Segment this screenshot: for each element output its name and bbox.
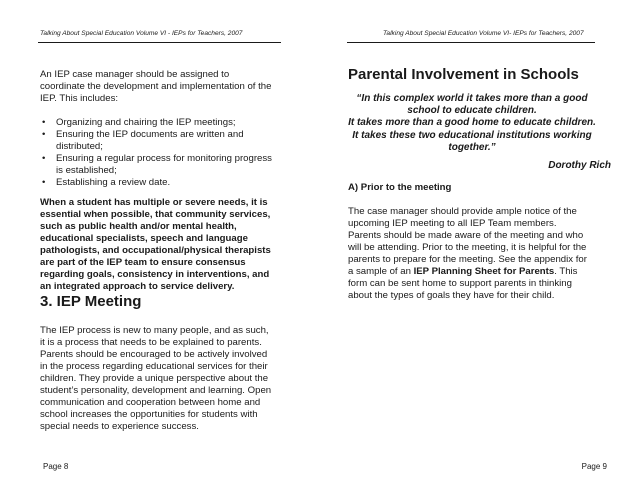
page-title: Parental Involvement in Schools xyxy=(348,66,579,83)
text-line: Parents should be encouraged to be actively involved xyxy=(40,349,268,360)
text-line: Establishing a review date. xyxy=(56,177,171,188)
text-line: it is a process that needs to be explained to parents. xyxy=(40,337,262,348)
text-line: student’s personality, development and learning. Open xyxy=(40,385,272,396)
text-line: coordinate the development and implementation of the xyxy=(40,81,272,92)
text-line: special needs to experience success. xyxy=(40,421,199,432)
text-line: such as public health and/or mental health, xyxy=(40,221,237,232)
section-heading: 3. IEP Meeting xyxy=(40,293,142,310)
running-header: Talking About Special Education Volume VI - IEPs for Teachers, 2007 xyxy=(40,30,243,37)
text-line: Organizing and chairing the IEP meetings; xyxy=(56,117,236,128)
text-line: upcoming IEP meeting to all IEP Team members. xyxy=(348,218,557,229)
text-line: regarding goals, consistency in interventions, and xyxy=(40,269,270,280)
intro-paragraph xyxy=(40,69,271,105)
text-line: Ensuring a regular process for monitoring progress xyxy=(56,153,272,164)
text-line: IEP. This includes: xyxy=(40,93,119,104)
text-run: . This xyxy=(554,266,578,277)
list-item xyxy=(40,117,272,129)
text-line: educational specialists, speech and language xyxy=(40,233,248,244)
list-item xyxy=(40,153,272,177)
team-needs-paragraph xyxy=(40,197,271,293)
quote-block xyxy=(339,93,605,154)
text-line: When a student has multiple or severe needs, it is xyxy=(40,197,268,208)
page-number: Page 9 xyxy=(581,462,607,471)
running-header: Talking About Special Education Volume VI- IEPs for Teachers, 2007 xyxy=(383,30,584,37)
quote-line: “In this complex world it takes more than a good xyxy=(356,93,588,104)
text-line: Parents should be made aware of the meeting and who xyxy=(348,230,584,241)
text-line: an integrated approach to service delivery. xyxy=(40,281,235,292)
quote-line: It takes these two educational institutions working xyxy=(352,129,592,141)
list-item xyxy=(40,129,272,153)
text-line: pathologists, and occupational/physical therapists xyxy=(40,245,271,256)
text-line: An IEP case manager should be assigned to xyxy=(40,69,230,80)
section-paragraph xyxy=(40,325,271,433)
text-line: in the process regarding educational services for their xyxy=(40,361,268,372)
text-line xyxy=(348,266,587,278)
text-line: communication and cooperation between home and xyxy=(40,397,261,408)
header-rule xyxy=(347,42,595,43)
text-line: Ensuring the IEP documents are written and xyxy=(56,129,244,140)
responsibility-list xyxy=(40,117,272,189)
text-line: will be attending. Prior to the meeting, it is helpful for the xyxy=(348,242,587,253)
quote-line: school to educate children. xyxy=(407,105,537,117)
right-page xyxy=(319,0,638,493)
subheading: A) Prior to the meeting xyxy=(348,182,452,193)
text-line: The case manager should provide ample notice of the xyxy=(348,206,577,217)
text-line: is established; xyxy=(56,165,117,176)
planning-sheet-reference: IEP Planning Sheet for Parents xyxy=(413,266,555,277)
text-line: distributed; xyxy=(56,141,103,152)
text-line: are part of the IEP team to ensure consensus xyxy=(40,257,246,268)
text-line: The IEP process is new to many people, and as such, xyxy=(40,325,269,336)
list-item xyxy=(40,177,272,189)
page-number: Page 8 xyxy=(43,462,69,471)
text-line: children. They provide a unique perspective about the xyxy=(40,373,269,384)
text-line: parents to prepare for the meeting. See the appendix for xyxy=(348,254,587,265)
prior-meeting-paragraph xyxy=(348,206,587,302)
quote-line: It takes more than a good home to educate children. xyxy=(348,117,596,129)
text-line: essential when possible, that community services, xyxy=(40,209,271,220)
text-line: form can be sent home to support parents in thinking xyxy=(348,278,572,289)
text-run: a sample of an xyxy=(348,266,414,277)
text-line: school increases the opportunities for students with xyxy=(40,409,258,420)
text-line: about the types of goals they have for their child. xyxy=(348,290,555,301)
quote-line: together.” xyxy=(448,141,496,153)
header-rule xyxy=(38,42,281,43)
quote-attribution: Dorothy Rich xyxy=(548,160,611,171)
